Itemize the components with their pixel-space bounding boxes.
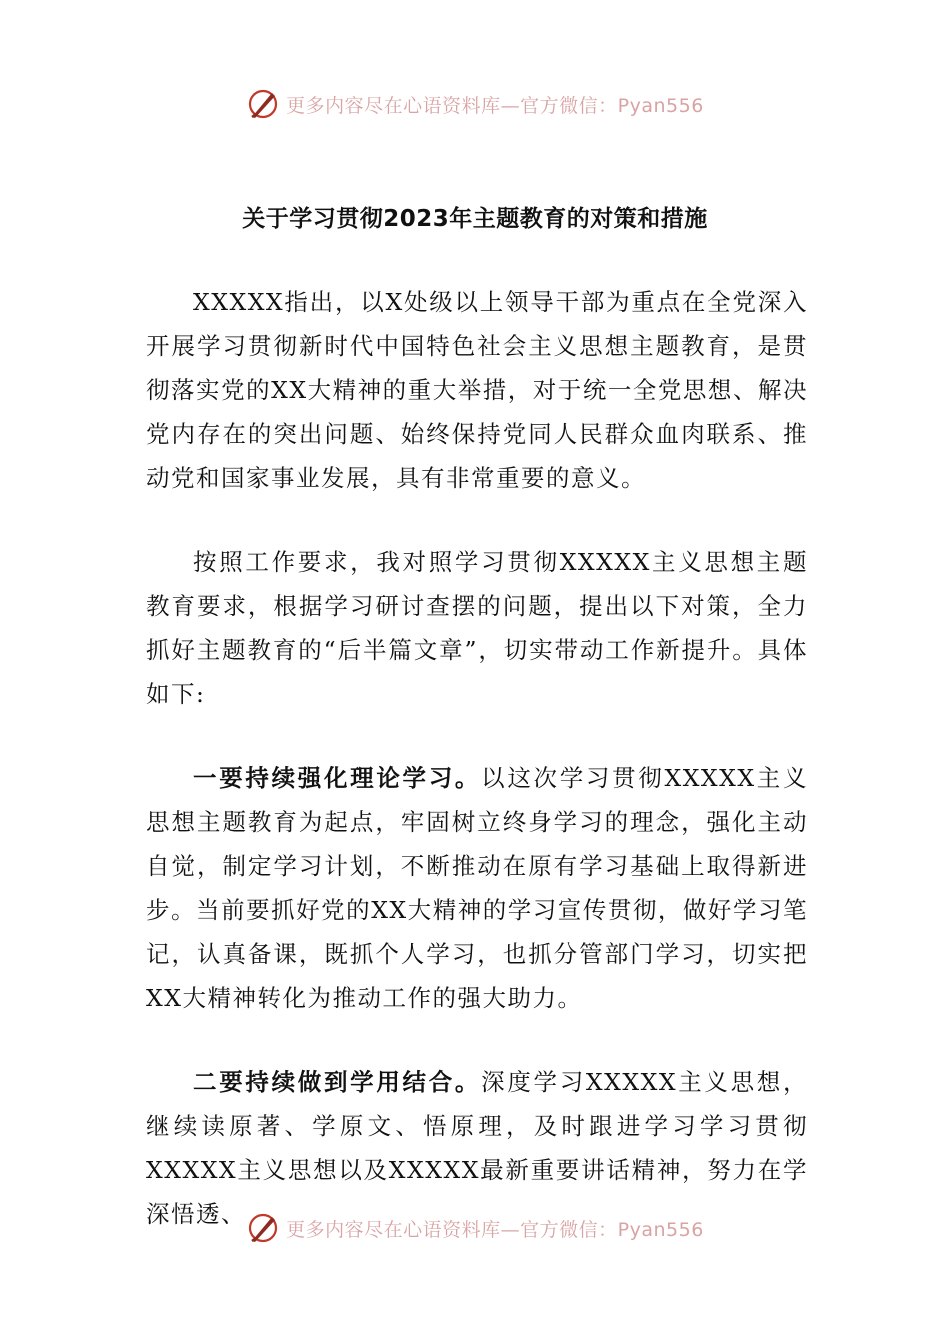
header-banner-inner (246, 87, 704, 121)
paragraph-2 (146, 540, 808, 716)
banner-text (286, 91, 704, 118)
header-watermark-banner (0, 84, 950, 124)
footer-banner-inner (246, 1211, 704, 1245)
banner-wechat-id: Pyan556 (617, 1218, 704, 1241)
paragraph-3-text: 以这次学习贯彻XXXXX主义思想主题教育为起点，牢固树立终身学习的理念，强化主动自觉，制定学习计划，不断推动在原有学习基础上取得新进步。当前要抓好党的XX大精神的学习宣传贯彻，做好学习笔记，认真备课，既抓个人学习，也抓分管部门学习，切实把XX大精神转化为推动工作的强大助力。 (146, 764, 809, 1012)
paragraph-3 (146, 756, 808, 1020)
banner-wechat-id: Pyan556 (617, 94, 704, 117)
paragraph-1 (146, 280, 808, 500)
document-title: 关于学习贯彻2023年主题教育的对策和措施 (242, 206, 708, 232)
banner-text (286, 1215, 704, 1242)
paragraph-2-text: 按照工作要求，我对照学习贯彻XXXXX主义思想主题教育要求，根据学习研讨查摆的问题，提出以下对策，全力抓好主题教育的“后半篇文章”，切实带动工作新提升。具体如下: (146, 548, 808, 708)
quill-pen-logo-icon (246, 1211, 280, 1245)
document-body (146, 280, 808, 1276)
quill-pen-logo-icon (246, 87, 280, 121)
footer-watermark-banner (0, 1208, 950, 1248)
banner-slogan: 更多内容尽在心语资料库—官方微信： (286, 94, 618, 117)
paragraph-3-lead: 一要持续强化理论学习。 (193, 764, 482, 792)
banner-slogan: 更多内容尽在心语资料库—官方微信： (286, 1218, 618, 1241)
paragraph-1-text: XXXXX指出，以X处级以上领导干部为重点在全党深入开展学习贯彻新时代中国特色社会主义思想主题教育，是贯彻落实党的XX大精神的重大举措，对于统一全党思想、解决党内存在的突出问题、始终保持党同人民群众血肉联系、推动党和国家事业发展，具有非常重要的意义。 (146, 288, 808, 492)
paragraph-4-text: 深度学习XXXXX主义思想，继续读原著、学原文、悟原理，及时跟进学习学习贯彻XXXXX主义思想以及XXXXX最新重要讲话精神，努力在学深悟透、 (146, 1068, 809, 1228)
paragraph-4-lead: 二要持续做到学用结合。 (193, 1068, 482, 1096)
